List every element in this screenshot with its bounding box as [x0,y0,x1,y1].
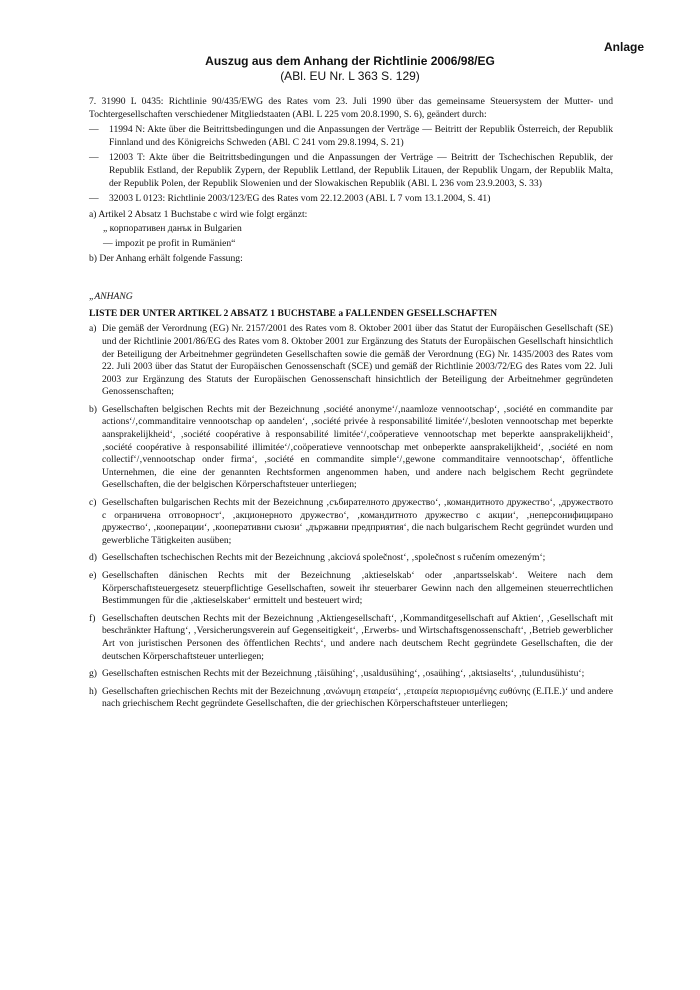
list-item [89,613,613,663]
attachment-label: Anlage [603,40,644,54]
list-item-marker: d) [89,552,97,564]
amendment-a-line-1: „ корпоративен данък in Bulgarien [103,223,242,235]
list-item [89,497,613,547]
list-item-text: Gesellschaften deutschen Rechts mit der Bezeichnung ‚Aktiengesellschaft‘, ‚Kommanditgesellschaft auf Aktien‘, ‚Gesellschaft mit beschränkter Haftung‘, ‚Versicherungsverein auf Gegenseitigkeit‘, ‚Erwerbs- und Wirtschaftsgenossenschaft‘, ‚Betrieb gewerblicher Art von juristischen Personen des öffentlichen Rechts‘, und andere nach deutschem Recht gegründete Gesellschaften, die der deutschen Körperschaftsteuer unterliegen; [102,612,613,662]
list-item [89,323,613,399]
list-item [89,404,613,492]
document-title-block [0,54,700,84]
annex-heading: „ANHANG [89,291,133,303]
list-item-marker: f) [89,612,96,624]
amendment-text: 11994 N: Akte über die Beitrittsbedingungen und die Anpassungen der Verträge — Beitritt der Republik Österreich, der Republik Finnland und des Königreichs Schweden (ABl. C 241 vom 29.8.1994, S. 21) [109,124,613,148]
list-item-text: Gesellschaften bulgarischen Rechts mit der Bezeichnung ‚събирателното дружество‘, ‚командитното дружество‘, ‚дружеството с ограничена отговорност‘, ‚акционерното дружество‘, ‚командитното дружество с акции‘, ‚неперсонифицирано дружество‘, ‚кооперации‘, ‚кооперативни съюзи‘ ‚държавни предприятия‘, die nach bulgarischem Recht gegründet wurden und gewerbliche Tätigkeiten ausüben; [102,497,613,546]
list-item-marker: e) [89,570,97,581]
document-subtitle: (ABl. EU Nr. L 363 S. 129) [280,69,420,83]
list-item-text: Gesellschaften belgischen Rechts mit der Bezeichnung ‚société anonyme‘/‚naamloze vennootschap‘, ‚société en commandite par actions‘/‚commanditaire vennootschap op aandelen‘, ‚société privée à responsabilité limitée‘/‚besloten vennootschap met beperkte aansprakelijkheid‘, ‚société coopérative à responsabilité limitée‘/‚coöperatieve vennootschap met beperkte aansprakelijkheid‘, ‚société coopérative à responsabilité illimitée‘/‚coöperatieve vennootschap met onbeperkte aansprakelijkheid‘, ‚société en nom collectif‘/‚vennootschap onder firma‘, ‚société en commandite simple‘/‚gewone commanditaire vennootschap‘, öffentliche Unternehmen, die eine der genannten Rechtsformen angenommen haben, und andere nach belgischem Recht gegründete Gesellschaften, die der belgischen Körperschaftsteuer unterliegen; [102,403,613,491]
list-item-marker: b) [89,403,97,415]
list-item-text: Gesellschaften griechischen Rechts mit der Bezeichnung ‚ανώνυμη εταιρεία‘, ‚εταιρεία περιορισμένης ευθύνης (Ε.Π.Ε.)‘ und andere nach griechischem Recht gegründete Gesellschaften, die der griechischen Körperschaftsteuer unterliegen; [102,685,613,710]
list-item-text: Die gemäß der Verordnung (EG) Nr. 2157/2001 des Rates vom 8. Oktober 2001 über das Statut der Europäischen Gesellschaft (SE) und der Richtlinie 2001/86/EG des Rates vom 8. Oktober 2001 zur Ergänzung des Statuts der Europäischen Gesellschaft hinsichtlich der Beteiligung der Arbeitnehmer gegründeten Gesellschaften sowie die gemäß der Verordnung (EG) Nr. 1435/2003 des Rates vom 22. Juli 2003 über das Statut der Europäischen Genossenschaft (SCE) und gemäß der Richtlinie 2003/72/EG des Rates vom 22. Juli 2003 zur Ergänzung des Statuts der Europäischen Genossenschaft hinsichtlich der Beteiligung der Arbeitnehmer gegründeten Genossenschaften; [102,323,613,398]
amendment-list-item [89,193,613,206]
amendment-text: 32003 L 0123: Richtlinie 2003/123/EG des Rates vom 22.12.2003 (ABl. L 7 vom 13.1.2004, S. 41) [109,193,491,205]
dash-marker: — [89,124,99,136]
dash-marker: — [89,193,99,205]
list-item-text: Gesellschaften dänischen Rechts mit der Bezeichnung ‚aktieselskab‘ oder ‚anpartsselskab‘. Weitere nach dem Körperschaftsteuergesetz steuerpflichtige Gesellschaften, soweit ihr steuerbarer Gewinn nach den allgemeinen steuerrechtlichen Bestimmungen für die ‚aktieselskaber‘ ermittelt und besteuert wird; [102,570,613,607]
list-item-text: Gesellschaften tschechischen Rechts mit der Bezeichnung ‚akciová společnost‘, ‚společnost s ručením omezeným‘; [102,552,546,564]
list-item [89,552,613,565]
amendment-list-item [89,152,613,190]
list-item-text: Gesellschaften estnischen Rechts mit der Bezeichnung ‚täisühing‘, ‚usaldusühing‘, ‚osaühing‘, ‚aktsiaselts‘, ‚tulundusühistu‘; [102,668,585,680]
amendment-list-item [89,124,613,149]
list-item [89,668,613,681]
amendment-text: 12003 T: Akte über die Beitrittsbedingungen und die Anpassungen der Verträge — Beitritt der Tschechischen Republik, der Republik Estland, der Republik Zypern, der Republik Lettland, der Republik Litauen, der Republik Ungarn, der Republik Malta, der Republik Polen, der Republik Slowenien und der Slowakischen Republik (ABl. L 236 vom 23.9.2003, S. 33) [109,152,613,189]
list-item-marker: h) [89,685,97,697]
document-title: Auszug aus dem Anhang der Richtlinie 2006/98/EG [205,54,495,68]
list-item-marker: g) [89,668,97,680]
amendment-a-line-2: — impozit pe profit in Rumänien“ [103,237,236,249]
amendment-b: b) Der Anhang erhält folgende Fassung: [89,252,243,264]
list-item [89,570,613,608]
document-body [89,96,613,716]
dash-marker: — [89,152,99,164]
list-item [89,686,613,711]
list-heading: LISTE DER UNTER ARTIKEL 2 ABSATZ 1 BUCHSTABE a FALLENDEN GESELLSCHAFTEN [89,307,498,319]
amendment-a: a) Artikel 2 Absatz 1 Buchstabe c wird wie folgt ergänzt: [89,208,308,220]
list-item-marker: c) [89,497,97,509]
intro-paragraph: 7. 31990 L 0435: Richtlinie 90/435/EWG des Rates vom 23. Juli 1990 über das gemeinsame Steuersystem der Mutter- und Tochtergesellschaften verschiedener Mitgliedstaaten (ABl. L 225 vom 20.8.1990, S. 6), geändert durch: [89,96,613,120]
list-item-marker: a) [89,323,97,335]
